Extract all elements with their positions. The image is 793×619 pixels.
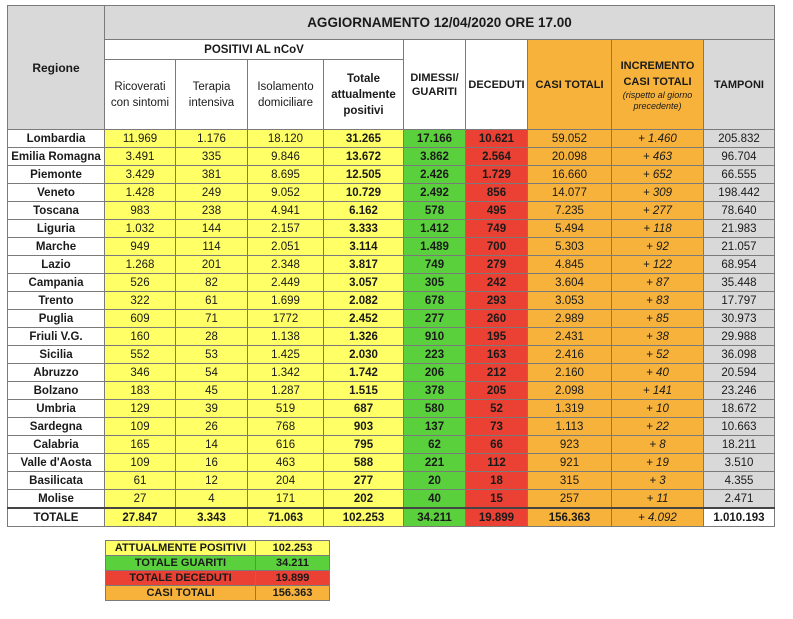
summary-row (106, 586, 330, 601)
cell-dimessi: 1.412 (404, 220, 466, 238)
header-totale-positivi: Totale attualmente positivi (324, 60, 404, 130)
cell-isolamento: 71.063 (248, 508, 324, 527)
table-row (8, 202, 775, 220)
cell-incremento: + 40 (612, 364, 704, 382)
cell-casi: 2.416 (528, 346, 612, 364)
cell-dimessi: 910 (404, 328, 466, 346)
header-ricoverati: Ricoverati con sintomi (105, 60, 176, 130)
cell-isolamento: 1.342 (248, 364, 324, 382)
cell-casi: 2.989 (528, 310, 612, 328)
cell-incremento: + 19 (612, 454, 704, 472)
cell-incremento: + 52 (612, 346, 704, 364)
cell-ricoverati: 61 (105, 472, 176, 490)
cell-regione: Friuli V.G. (8, 328, 105, 346)
cell-terapia: 12 (176, 472, 248, 490)
cell-dimessi: 378 (404, 382, 466, 400)
cell-deceduti: 19.899 (466, 508, 528, 527)
cell-incremento: + 11 (612, 490, 704, 509)
cell-regione: Puglia (8, 310, 105, 328)
cell-terapia: 114 (176, 238, 248, 256)
cell-totale: 903 (324, 418, 404, 436)
cell-dimessi: 2.492 (404, 184, 466, 202)
cell-deceduti: 10.621 (466, 130, 528, 148)
cell-isolamento: 8.695 (248, 166, 324, 184)
table-row (8, 220, 775, 238)
cell-dimessi: 749 (404, 256, 466, 274)
cell-incremento: + 38 (612, 328, 704, 346)
cell-dimessi: 305 (404, 274, 466, 292)
table-row (8, 400, 775, 418)
cell-casi: 2.160 (528, 364, 612, 382)
cell-incremento: + 8 (612, 436, 704, 454)
cell-regione: Sicilia (8, 346, 105, 364)
cell-terapia: 61 (176, 292, 248, 310)
cell-isolamento: 2.157 (248, 220, 324, 238)
cell-casi: 5.303 (528, 238, 612, 256)
header-deceduti: DECEDUTI (466, 40, 528, 130)
cell-totale: 31.265 (324, 130, 404, 148)
cell-totale: 10.729 (324, 184, 404, 202)
cell-tamponi: 1.010.193 (704, 508, 775, 527)
cell-ricoverati: 183 (105, 382, 176, 400)
cell-ricoverati: 1.268 (105, 256, 176, 274)
table-row (8, 328, 775, 346)
cell-deceduti: 856 (466, 184, 528, 202)
summary-row (106, 541, 330, 556)
cell-regione: Molise (8, 490, 105, 509)
cell-totale: 3.333 (324, 220, 404, 238)
cell-deceduti: 205 (466, 382, 528, 400)
cell-ricoverati: 3.429 (105, 166, 176, 184)
cell-tamponi: 30.973 (704, 310, 775, 328)
cell-deceduti: 260 (466, 310, 528, 328)
cell-regione: Umbria (8, 400, 105, 418)
cell-dimessi: 3.862 (404, 148, 466, 166)
summary-label: TOTALE GUARITI (106, 556, 256, 571)
cell-dimessi: 578 (404, 202, 466, 220)
cell-isolamento: 1.699 (248, 292, 324, 310)
cell-deceduti: 15 (466, 490, 528, 509)
summary-value: 19.899 (256, 571, 330, 586)
cell-casi: 923 (528, 436, 612, 454)
header-isolamento: Isolamento domiciliare (248, 60, 324, 130)
cell-incremento: + 92 (612, 238, 704, 256)
cell-casi: 3.604 (528, 274, 612, 292)
cell-tamponi: 68.954 (704, 256, 775, 274)
summary-body (106, 541, 330, 601)
cell-dimessi: 223 (404, 346, 466, 364)
cell-terapia: 4 (176, 490, 248, 509)
cell-tamponi: 29.988 (704, 328, 775, 346)
cell-isolamento: 1772 (248, 310, 324, 328)
header-tamponi: TAMPONI (704, 40, 775, 130)
cell-terapia: 144 (176, 220, 248, 238)
cell-totale: 2.030 (324, 346, 404, 364)
header-dimessi: DIMESSI/ GUARITI (404, 40, 466, 130)
table-row (8, 184, 775, 202)
table-row (8, 436, 775, 454)
cell-tamponi: 21.983 (704, 220, 775, 238)
cell-dimessi: 1.489 (404, 238, 466, 256)
table-row (8, 310, 775, 328)
cell-isolamento: 768 (248, 418, 324, 436)
cell-incremento: + 85 (612, 310, 704, 328)
cell-deceduti: 749 (466, 220, 528, 238)
table-row (8, 346, 775, 364)
cell-incremento: + 652 (612, 166, 704, 184)
cell-terapia: 53 (176, 346, 248, 364)
cell-ricoverati: 526 (105, 274, 176, 292)
header-incremento (612, 40, 704, 130)
cell-regione: Calabria (8, 436, 105, 454)
cell-deceduti: 1.729 (466, 166, 528, 184)
cell-deceduti: 2.564 (466, 148, 528, 166)
cell-regione: Basilicata (8, 472, 105, 490)
cell-regione: Liguria (8, 220, 105, 238)
cell-totale: 12.505 (324, 166, 404, 184)
cell-deceduti: 73 (466, 418, 528, 436)
cell-dimessi: 2.426 (404, 166, 466, 184)
cell-terapia: 71 (176, 310, 248, 328)
cell-terapia: 54 (176, 364, 248, 382)
cell-terapia: 45 (176, 382, 248, 400)
cell-incremento: + 10 (612, 400, 704, 418)
cell-incremento: + 22 (612, 418, 704, 436)
cell-regione: Abruzzo (8, 364, 105, 382)
cell-tamponi: 205.832 (704, 130, 775, 148)
cell-tamponi: 198.442 (704, 184, 775, 202)
cell-regione: Lombardia (8, 130, 105, 148)
cell-isolamento: 171 (248, 490, 324, 509)
summary-label: ATTUALMENTE POSITIVI (106, 541, 256, 556)
cell-ricoverati: 1.428 (105, 184, 176, 202)
cell-terapia: 1.176 (176, 130, 248, 148)
cell-casi: 156.363 (528, 508, 612, 527)
cell-regione: Veneto (8, 184, 105, 202)
cell-tamponi: 10.663 (704, 418, 775, 436)
table-row (8, 454, 775, 472)
table-row (8, 382, 775, 400)
table-row (8, 256, 775, 274)
cell-incremento: + 141 (612, 382, 704, 400)
cell-totale: 1.326 (324, 328, 404, 346)
cell-tamponi: 20.594 (704, 364, 775, 382)
cell-casi: 20.098 (528, 148, 612, 166)
cell-ricoverati: 27 (105, 490, 176, 509)
cell-totale: 1.515 (324, 382, 404, 400)
cell-incremento: + 277 (612, 202, 704, 220)
cell-regione: Bolzano (8, 382, 105, 400)
cell-deceduti: 293 (466, 292, 528, 310)
cell-dimessi: 580 (404, 400, 466, 418)
total-row (8, 508, 775, 527)
cell-dimessi: 206 (404, 364, 466, 382)
cell-isolamento: 9.846 (248, 148, 324, 166)
cell-regione: Emilia Romagna (8, 148, 105, 166)
cell-dimessi: 678 (404, 292, 466, 310)
cell-terapia: 249 (176, 184, 248, 202)
table-row (8, 292, 775, 310)
cell-terapia: 28 (176, 328, 248, 346)
table-row (8, 418, 775, 436)
cell-ricoverati: 322 (105, 292, 176, 310)
summary-row (106, 556, 330, 571)
summary-value: 34.211 (256, 556, 330, 571)
cell-tamponi: 4.355 (704, 472, 775, 490)
cell-terapia: 3.343 (176, 508, 248, 527)
cell-isolamento: 1.138 (248, 328, 324, 346)
summary-table (105, 540, 330, 601)
summary-value: 102.253 (256, 541, 330, 556)
cell-incremento: + 83 (612, 292, 704, 310)
cell-ricoverati: 983 (105, 202, 176, 220)
cell-ricoverati: 109 (105, 418, 176, 436)
cell-dimessi: 137 (404, 418, 466, 436)
cell-deceduti: 495 (466, 202, 528, 220)
cell-tamponi: 78.640 (704, 202, 775, 220)
cell-casi: 16.660 (528, 166, 612, 184)
cell-casi: 921 (528, 454, 612, 472)
cell-incremento: + 87 (612, 274, 704, 292)
summary-row (106, 571, 330, 586)
cell-tamponi: 2.471 (704, 490, 775, 509)
cell-deceduti: 212 (466, 364, 528, 382)
cell-terapia: 26 (176, 418, 248, 436)
table-row (8, 472, 775, 490)
cell-casi: 5.494 (528, 220, 612, 238)
table-row (8, 490, 775, 509)
cell-tamponi: 23.246 (704, 382, 775, 400)
cell-deceduti: 195 (466, 328, 528, 346)
cell-totale: 795 (324, 436, 404, 454)
cell-dimessi: 34.211 (404, 508, 466, 527)
cell-isolamento: 616 (248, 436, 324, 454)
cell-regione: Trento (8, 292, 105, 310)
cell-isolamento: 9.052 (248, 184, 324, 202)
table-row (8, 130, 775, 148)
cell-tamponi: 35.448 (704, 274, 775, 292)
covid-regions-table (7, 5, 775, 527)
cell-tamponi: 96.704 (704, 148, 775, 166)
cell-terapia: 16 (176, 454, 248, 472)
cell-tamponi: 66.555 (704, 166, 775, 184)
cell-ricoverati: 3.491 (105, 148, 176, 166)
summary-label: CASI TOTALI (106, 586, 256, 601)
cell-totale: 3.114 (324, 238, 404, 256)
cell-incremento: + 1.460 (612, 130, 704, 148)
cell-dimessi: 277 (404, 310, 466, 328)
cell-casi: 14.077 (528, 184, 612, 202)
table-row (8, 238, 775, 256)
cell-regione: Sardegna (8, 418, 105, 436)
cell-deceduti: 279 (466, 256, 528, 274)
cell-dimessi: 20 (404, 472, 466, 490)
cell-deceduti: 163 (466, 346, 528, 364)
table-row (8, 274, 775, 292)
cell-casi: 2.431 (528, 328, 612, 346)
header-incremento-note: (rispetto al giorno precedente) (622, 89, 693, 111)
cell-regione: Lazio (8, 256, 105, 274)
cell-deceduti: 700 (466, 238, 528, 256)
cell-dimessi: 17.166 (404, 130, 466, 148)
cell-totale: 102.253 (324, 508, 404, 527)
cell-terapia: 201 (176, 256, 248, 274)
cell-ricoverati: 165 (105, 436, 176, 454)
cell-ricoverati: 949 (105, 238, 176, 256)
cell-deceduti: 66 (466, 436, 528, 454)
cell-regione: Piemonte (8, 166, 105, 184)
cell-isolamento: 1.287 (248, 382, 324, 400)
cell-terapia: 238 (176, 202, 248, 220)
header-positivi-group: POSITIVI AL nCoV (105, 40, 404, 60)
cell-incremento: + 118 (612, 220, 704, 238)
cell-terapia: 39 (176, 400, 248, 418)
header-incremento-label: INCREMENTO CASI TOTALI (620, 59, 695, 88)
header-regione: Regione (8, 6, 105, 130)
cell-incremento: + 3 (612, 472, 704, 490)
cell-casi: 315 (528, 472, 612, 490)
page-title: AGGIORNAMENTO 12/04/2020 ORE 17.00 (105, 6, 775, 40)
summary-label: TOTALE DECEDUTI (106, 571, 256, 586)
cell-isolamento: 2.051 (248, 238, 324, 256)
cell-incremento: + 4.092 (612, 508, 704, 527)
cell-isolamento: 1.425 (248, 346, 324, 364)
cell-ricoverati: 1.032 (105, 220, 176, 238)
cell-casi: 59.052 (528, 130, 612, 148)
cell-totale: 13.672 (324, 148, 404, 166)
header-casi-totali: CASI TOTALI (528, 40, 612, 130)
cell-deceduti: 242 (466, 274, 528, 292)
cell-totale: 277 (324, 472, 404, 490)
cell-ricoverati: 129 (105, 400, 176, 418)
cell-terapia: 82 (176, 274, 248, 292)
cell-deceduti: 52 (466, 400, 528, 418)
cell-casi: 7.235 (528, 202, 612, 220)
cell-totale: 6.162 (324, 202, 404, 220)
cell-ricoverati: 11.969 (105, 130, 176, 148)
cell-totale: 1.742 (324, 364, 404, 382)
cell-terapia: 381 (176, 166, 248, 184)
cell-deceduti: 18 (466, 472, 528, 490)
cell-totale: 3.057 (324, 274, 404, 292)
cell-regione: Marche (8, 238, 105, 256)
cell-tamponi: 36.098 (704, 346, 775, 364)
cell-dimessi: 221 (404, 454, 466, 472)
cell-casi: 4.845 (528, 256, 612, 274)
cell-regione: Campania (8, 274, 105, 292)
cell-regione: Valle d'Aosta (8, 454, 105, 472)
table-row (8, 166, 775, 184)
cell-tamponi: 18.211 (704, 436, 775, 454)
cell-regione: TOTALE (8, 508, 105, 527)
cell-regione: Toscana (8, 202, 105, 220)
cell-totale: 687 (324, 400, 404, 418)
cell-incremento: + 122 (612, 256, 704, 274)
cell-ricoverati: 27.847 (105, 508, 176, 527)
cell-totale: 2.082 (324, 292, 404, 310)
cell-isolamento: 4.941 (248, 202, 324, 220)
summary-value: 156.363 (256, 586, 330, 601)
cell-terapia: 14 (176, 436, 248, 454)
cell-incremento: + 309 (612, 184, 704, 202)
cell-isolamento: 2.348 (248, 256, 324, 274)
cell-isolamento: 463 (248, 454, 324, 472)
cell-isolamento: 18.120 (248, 130, 324, 148)
cell-dimessi: 62 (404, 436, 466, 454)
cell-ricoverati: 609 (105, 310, 176, 328)
cell-ricoverati: 109 (105, 454, 176, 472)
cell-totale: 588 (324, 454, 404, 472)
cell-isolamento: 204 (248, 472, 324, 490)
cell-isolamento: 519 (248, 400, 324, 418)
cell-dimessi: 40 (404, 490, 466, 509)
cell-totale: 2.452 (324, 310, 404, 328)
cell-totale: 202 (324, 490, 404, 509)
cell-casi: 257 (528, 490, 612, 509)
cell-tamponi: 17.797 (704, 292, 775, 310)
header-terapia: Terapia intensiva (176, 60, 248, 130)
cell-casi: 1.113 (528, 418, 612, 436)
cell-isolamento: 2.449 (248, 274, 324, 292)
cell-casi: 2.098 (528, 382, 612, 400)
table-body (8, 130, 775, 527)
cell-tamponi: 21.057 (704, 238, 775, 256)
cell-totale: 3.817 (324, 256, 404, 274)
cell-incremento: + 463 (612, 148, 704, 166)
cell-ricoverati: 160 (105, 328, 176, 346)
cell-tamponi: 3.510 (704, 454, 775, 472)
cell-casi: 1.319 (528, 400, 612, 418)
table-row (8, 148, 775, 166)
cell-casi: 3.053 (528, 292, 612, 310)
cell-terapia: 335 (176, 148, 248, 166)
cell-deceduti: 112 (466, 454, 528, 472)
cell-ricoverati: 552 (105, 346, 176, 364)
table-row (8, 364, 775, 382)
cell-tamponi: 18.672 (704, 400, 775, 418)
cell-ricoverati: 346 (105, 364, 176, 382)
